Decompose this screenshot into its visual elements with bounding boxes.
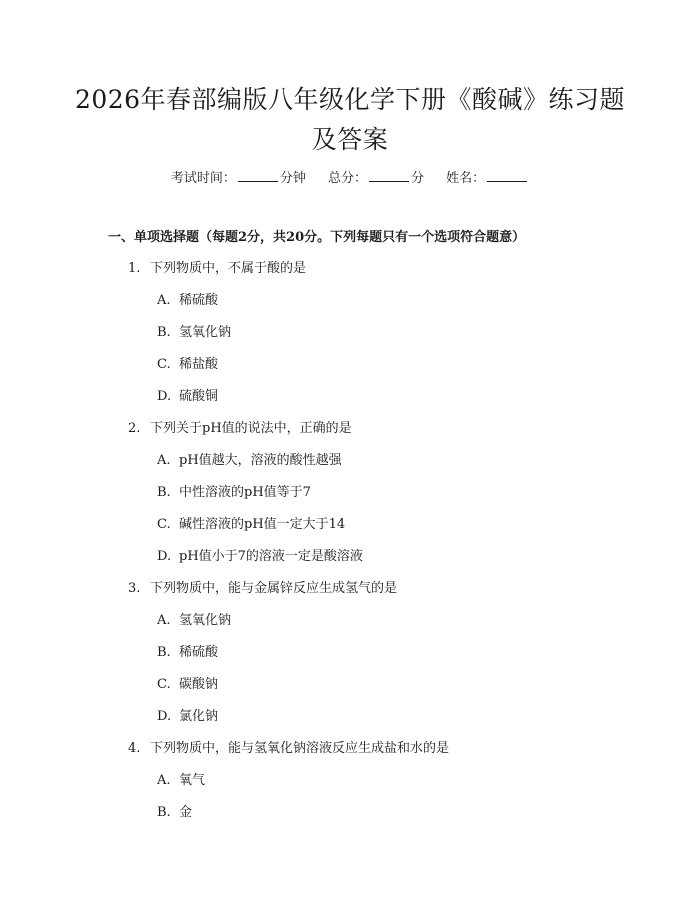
question-item — [0, 733, 700, 829]
option-text: 稀盐酸 — [179, 357, 219, 372]
option-list — [0, 765, 700, 829]
question-number: 2. — [128, 421, 141, 436]
option-item — [0, 477, 700, 509]
section-heading: 一、单项选择题（每题2分，共20分。下列每题只有一个选项符合题意） — [108, 230, 526, 245]
total-score-unit: 分 — [411, 171, 425, 186]
option-item — [0, 637, 700, 669]
option-letter: A. — [157, 613, 171, 628]
option-text: pH值越大，溶液的酸性越强 — [179, 453, 342, 468]
student-name-blank — [487, 169, 527, 182]
option-list — [0, 445, 700, 573]
total-score-label: 总分： — [327, 171, 367, 186]
option-letter: A. — [157, 453, 171, 468]
option-text: 稀硫酸 — [179, 645, 219, 660]
option-item — [0, 349, 700, 381]
question-stem — [0, 733, 700, 765]
option-text: 氯化钠 — [179, 709, 219, 724]
question-stem — [0, 253, 700, 285]
option-text: 碳酸钠 — [179, 677, 219, 692]
option-letter: C. — [157, 677, 171, 692]
option-item — [0, 797, 700, 829]
question-text: 下列物质中，不属于酸的是 — [150, 261, 307, 276]
option-item — [0, 669, 700, 701]
question-list — [0, 253, 700, 829]
question-number: 1. — [128, 261, 141, 276]
question-stem — [0, 573, 700, 605]
option-text: 碱性溶液的pH值一定大于14 — [179, 517, 346, 532]
option-text: pH值小于7的溶液一定是酸溶液 — [179, 549, 363, 564]
option-item — [0, 445, 700, 477]
question-stem — [0, 413, 700, 445]
option-letter: B. — [157, 805, 171, 820]
total-score-blank — [369, 169, 409, 182]
option-item — [0, 541, 700, 573]
option-text: 硫酸铜 — [179, 389, 219, 404]
option-letter: D. — [157, 389, 172, 404]
option-letter: D. — [157, 709, 172, 724]
option-text: 金 — [179, 805, 193, 820]
question-text: 下列关于pH值的说法中，正确的是 — [150, 421, 352, 436]
option-text: 中性溶液的pH值等于7 — [179, 485, 311, 500]
total-score-field — [328, 169, 424, 188]
option-letter: B. — [157, 485, 171, 500]
student-name-field — [446, 169, 529, 188]
option-text: 氧气 — [179, 773, 206, 788]
option-letter: D. — [157, 549, 172, 564]
option-item — [0, 765, 700, 797]
option-item — [0, 381, 700, 413]
option-text: 氢氧化钠 — [179, 325, 232, 340]
option-text: 稀硫酸 — [179, 293, 219, 308]
question-item — [0, 573, 700, 733]
option-item — [0, 317, 700, 349]
exam-time-label: 考试时间： — [170, 171, 236, 186]
option-letter: A. — [157, 773, 171, 788]
exam-time-unit: 分钟 — [279, 171, 306, 186]
exam-time-blank — [238, 169, 278, 182]
question-item — [0, 253, 700, 413]
option-text: 氢氧化钠 — [179, 613, 232, 628]
student-name-label: 姓名： — [446, 171, 486, 186]
option-item — [0, 701, 700, 733]
option-letter: B. — [157, 645, 171, 660]
option-item — [0, 509, 700, 541]
option-letter: A. — [157, 293, 171, 308]
question-text: 下列物质中，能与金属锌反应生成氢气的是 — [150, 581, 398, 596]
option-list — [0, 285, 700, 413]
exam-info-line — [0, 169, 700, 188]
option-list — [0, 605, 700, 733]
question-text: 下列物质中，能与氢氧化钠溶液反应生成盐和水的是 — [150, 741, 450, 756]
option-letter: C. — [157, 517, 171, 532]
exam-time-field — [171, 169, 306, 188]
question-number: 3. — [128, 581, 141, 596]
question-number: 4. — [128, 741, 141, 756]
document-title: 2026年春部编版八年级化学下册《酸碱》练习题及答案 — [74, 85, 626, 154]
option-item — [0, 285, 700, 317]
question-item — [0, 413, 700, 573]
option-letter: B. — [157, 325, 171, 340]
option-item — [0, 605, 700, 637]
option-letter: C. — [157, 357, 171, 372]
